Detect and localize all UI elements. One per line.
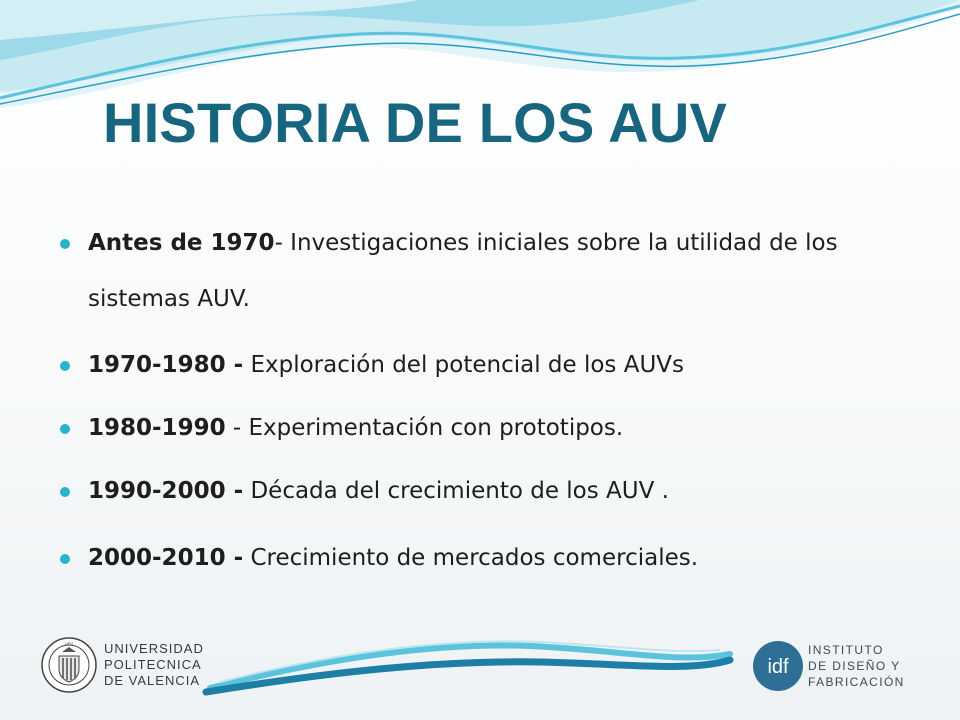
- upv-name-line: DE VALENCIA: [104, 673, 201, 688]
- bullet-body: Exploración del potencial de los AUVs: [243, 352, 685, 378]
- bullet-item: [60, 530, 920, 586]
- bullet-body: - Experimentación con prototipos.: [225, 415, 624, 441]
- idf-name: [808, 642, 948, 690]
- bullet-text: [88, 337, 920, 393]
- bullet-item: [60, 215, 920, 327]
- idf-name-line: INSTITUTO: [808, 643, 884, 657]
- bullet-dot-icon: [60, 424, 70, 434]
- idf-logo: [752, 640, 952, 696]
- bullet-text: [88, 400, 920, 456]
- idf-mark: idf: [767, 656, 789, 678]
- bullet-item: [60, 400, 920, 456]
- bullet-item: [60, 337, 920, 393]
- upv-name-line: UNIVERSIDAD: [104, 641, 204, 656]
- bullet-item: [60, 463, 920, 519]
- bullet-body: Crecimiento de mercados comerciales.: [243, 545, 699, 571]
- idf-name-line: DE DISEÑO Y: [808, 659, 901, 673]
- bullet-lead: Antes de 1970: [88, 230, 275, 256]
- bullet-dot-icon: [60, 239, 70, 249]
- bullet-lead: 1990-2000 -: [88, 478, 244, 504]
- upv-name-line: POLITECNICA: [104, 657, 202, 672]
- upv-logo: [40, 636, 220, 696]
- bullet-body: - Investigaciones iniciales sobre la utilidad de los sistemas AUV.: [88, 230, 838, 312]
- bullet-lead: 1980-1990: [88, 415, 226, 441]
- university-seal-icon: [40, 636, 98, 694]
- bottom-wave-decoration: [200, 630, 740, 700]
- bullet-lead: 2000-2010 -: [88, 545, 244, 571]
- bullet-text: [88, 530, 920, 586]
- bullet-body: Década del crecimiento de los AUV .: [243, 478, 669, 504]
- bullet-lead: 1970-1980 -: [88, 352, 244, 378]
- svg-text:UPV: UPV: [64, 641, 74, 646]
- idf-name-line: FABRICACIÓN: [808, 675, 905, 689]
- idf-circle-icon: [752, 640, 804, 692]
- bullet-dot-icon: [60, 554, 70, 564]
- bullet-dot-icon: [60, 487, 70, 497]
- upv-name: [104, 641, 224, 689]
- bullet-text: [88, 463, 920, 519]
- slide-title: HISTORIA DE LOS AUV: [103, 91, 728, 154]
- bullet-dot-icon: [60, 361, 70, 371]
- bullet-text: [88, 215, 920, 327]
